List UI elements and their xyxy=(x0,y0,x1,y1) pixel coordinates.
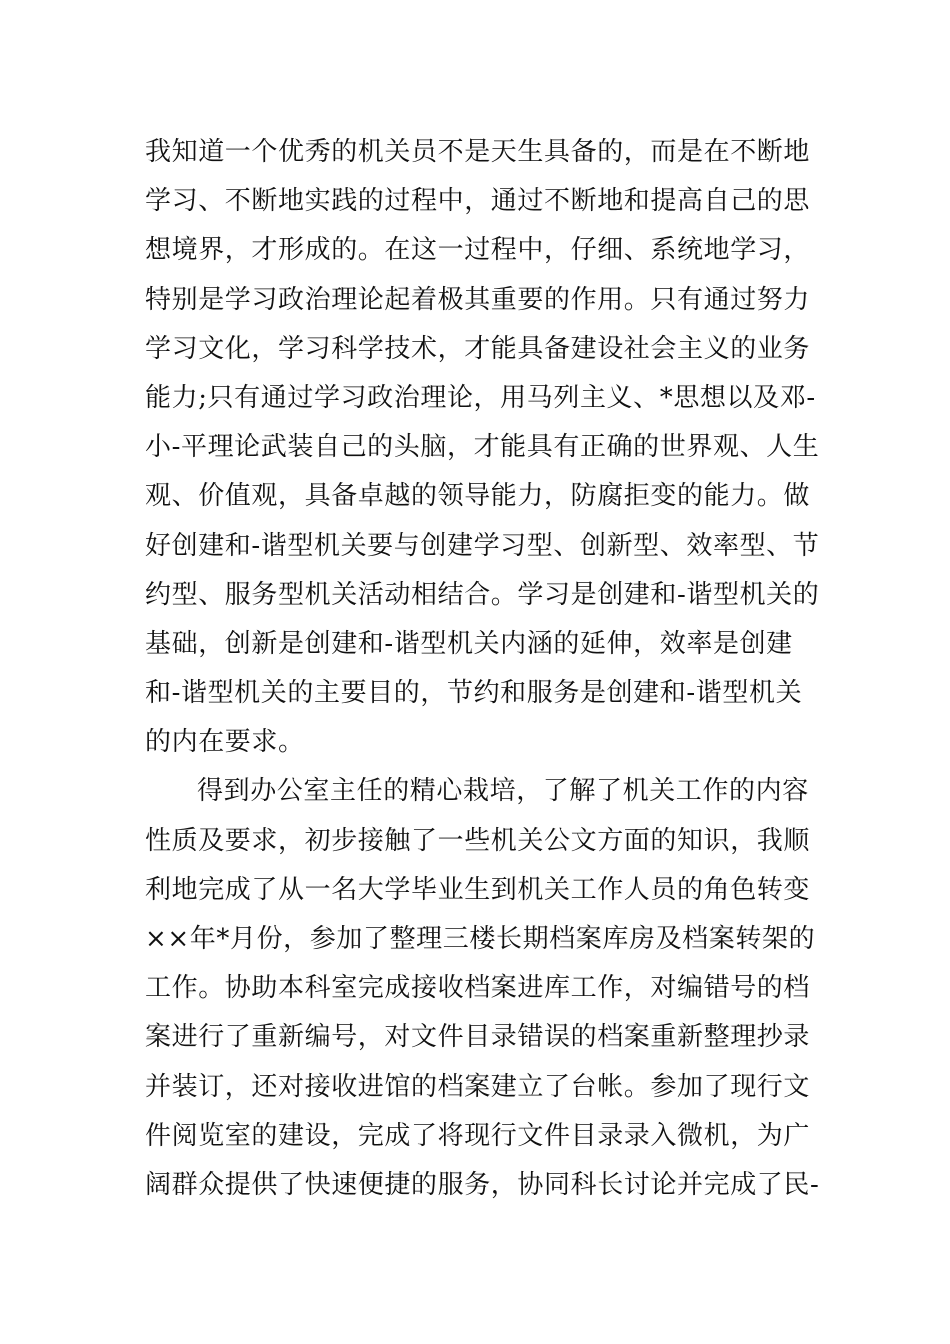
text-line: 基础，创新是创建和-谐型机关内涵的延伸，效率是创建 xyxy=(145,628,793,659)
text-line: 件阅览室的建设，完成了将现行文件目录录入微机，为广 xyxy=(145,1120,811,1151)
paragraph xyxy=(145,128,820,767)
text-line: ××年*月份，参加了整理三楼长期档案库房及档案转架的 xyxy=(145,924,816,954)
text-line: 得到办公室主任的精心栽培，了解了机关工作的内容 xyxy=(197,776,809,807)
text-line: 利地完成了从一名大学毕业生到机关工作人员的角色转变 xyxy=(145,874,811,905)
text-line: 和-谐型机关的主要目的，节约和服务是创建和-谐型机关 xyxy=(145,678,803,709)
text-line: 案进行了重新编号，对文件目录错误的档案重新整理抄录 xyxy=(145,1022,811,1053)
text-line: 想境界，才形成的。在这一过程中，仔细、系统地学习， xyxy=(145,235,811,266)
text-line: 阔群众提供了快速便捷的服务，协同科长讨论并完成了民- xyxy=(145,1169,820,1200)
text-line: 我知道一个优秀的机关员不是天生具备的，而是在不断地 xyxy=(145,137,811,167)
text-line: 能力;只有通过学习政治理论，用马列主义、*思想以及邓- xyxy=(145,382,816,413)
text-line: 工作。协助本科室完成接收档案进库工作，对编错号的档 xyxy=(145,973,811,1004)
text-line: 好创建和-谐型机关要与创建学习型、创新型、效率型、节 xyxy=(145,530,820,561)
text-line: 并装订，还对接收进馆的档案建立了台帐。参加了现行文 xyxy=(145,1071,811,1102)
text-line: 学习、不断地实践的过程中，通过不断地和提高自己的思 xyxy=(145,186,811,217)
paragraph xyxy=(145,767,820,1210)
text-line: 小-平理论武装自己的头脑，才能具有正确的世界观、人生 xyxy=(145,432,820,463)
text-line: 约型、服务型机关活动相结合。学习是创建和-谐型机关的 xyxy=(145,579,820,610)
text-line: 特别是学习政治理论起着极其重要的作用。只有通过努力 xyxy=(145,284,811,315)
text-line: 学习文化，学习科学技术，才能具备建设社会主义的业务 xyxy=(145,333,811,364)
body-text xyxy=(145,128,820,1210)
text-line: 性质及要求，初步接触了一些机关公文方面的知识，我顺 xyxy=(145,825,811,856)
text-line: 观、价值观，具备卓越的领导能力，防腐拒变的能力。做 xyxy=(145,481,811,512)
text-line: 的内在要求。 xyxy=(145,727,305,758)
